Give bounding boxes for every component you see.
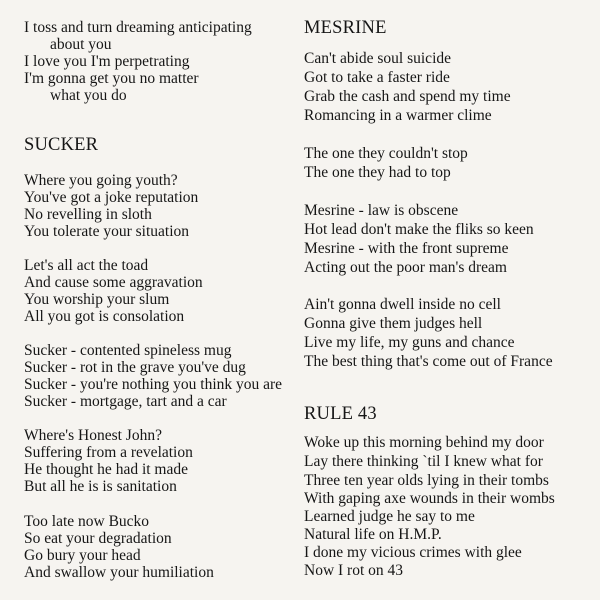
- lyric-line: You've got a joke reputation: [24, 189, 199, 206]
- lyric-line: All you got is consolation: [24, 308, 185, 325]
- intro-line: what you do: [50, 87, 127, 104]
- lyric-line: Too late now Bucko: [24, 513, 150, 530]
- lyric-line: And swallow your humiliation: [24, 564, 214, 581]
- lyric-line: And cause some aggravation: [24, 274, 203, 291]
- lyric-line: So eat your degradation: [24, 530, 172, 547]
- intro-line: I toss and turn dreaming anticipating: [24, 19, 252, 36]
- lyric-line: Live my life, my guns and chance: [304, 334, 515, 351]
- lyric-line: Got to take a faster ride: [304, 69, 450, 86]
- lyric-line: Sucker - you're nothing you think you are: [24, 376, 283, 393]
- lyric-line: Where you going youth?: [24, 172, 178, 189]
- lyric-line: Three ten year olds lying in their tombs: [304, 472, 549, 489]
- lyric-line: No revelling in sloth: [24, 206, 152, 223]
- lyric-line: Mesrine - law is obscene: [304, 202, 459, 219]
- lyric-line: Let's all act the toad: [24, 257, 149, 274]
- intro-line: I love you I'm perpetrating: [24, 53, 190, 70]
- lyric-line: Sucker - contented spineless mug: [24, 342, 232, 359]
- lyric-line: He thought he had it made: [24, 461, 188, 478]
- lyric-line: Woke up this morning behind my door: [304, 434, 544, 451]
- lyric-line: Natural life on H.M.P.: [304, 526, 442, 543]
- lyric-line: But all he is is sanitation: [24, 478, 177, 495]
- lyric-line: Ain't gonna dwell inside no cell: [304, 296, 501, 313]
- lyric-line: The one they couldn't stop: [304, 145, 468, 162]
- intro-line: about you: [50, 36, 112, 53]
- intro-line: I'm gonna get you no matter: [24, 70, 199, 87]
- lyric-line: Where's Honest John?: [24, 427, 162, 444]
- song-title-mesrine: MESRINE: [304, 18, 387, 38]
- lyric-line: Grab the cash and spend my time: [304, 88, 511, 105]
- song-title-sucker: SUCKER: [24, 135, 99, 155]
- lyric-line: Gonna give them judges hell: [304, 315, 483, 332]
- lyric-line: Sucker - mortgage, tart and a car: [24, 393, 227, 410]
- song-title-rule-43: RULE 43: [304, 404, 377, 424]
- lyric-line: Acting out the poor man's dream: [304, 259, 507, 276]
- lyric-line: Lay there thinking `til I knew what for: [304, 453, 543, 470]
- lyric-line: Can't abide soul suicide: [304, 50, 452, 67]
- lyric-line: Go bury your head: [24, 547, 141, 564]
- lyric-line: I done my vicious crimes with glee: [304, 544, 522, 561]
- lyric-line: You worship your slum: [24, 291, 170, 308]
- lyric-line: Suffering from a revelation: [24, 444, 193, 461]
- lyric-line: Learned judge he say to me: [304, 508, 475, 525]
- lyric-line: The best thing that's come out of France: [304, 353, 553, 370]
- lyric-line: Romancing in a warmer clime: [304, 107, 492, 124]
- lyric-line: The one they had to top: [304, 164, 451, 181]
- lyric-line: Hot lead don't make the fliks so keen: [304, 221, 534, 238]
- lyric-line: You tolerate your situation: [24, 223, 190, 240]
- lyric-line: Sucker - rot in the grave you've dug: [24, 359, 246, 376]
- lyric-line: With gaping axe wounds in their wombs: [304, 490, 555, 507]
- lyric-line: Mesrine - with the front supreme: [304, 240, 509, 257]
- lyric-line: Now I rot on 43: [304, 562, 404, 579]
